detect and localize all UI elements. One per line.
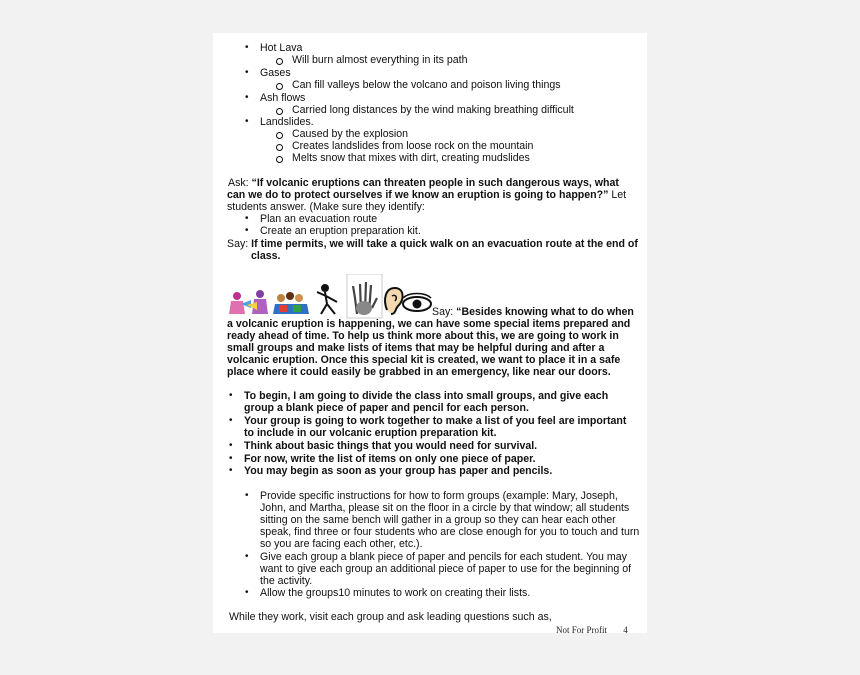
- bold-bullet-line: To begin, I am going to divide the class into small groups, and give each: [244, 390, 609, 402]
- bullet-icon: •: [245, 587, 249, 598]
- bullet-icon: •: [229, 440, 233, 451]
- bullet-icon: •: [245, 213, 249, 224]
- say-besides-line: volcanic eruption. Once this special kit is created, we want to place it in a safe: [227, 354, 621, 366]
- bullet-icon: •: [245, 490, 249, 501]
- instruction-line: John, and Martha, please sit on the floor in a circle by that window; all students: [260, 502, 630, 514]
- bullet-icon: •: [229, 415, 233, 426]
- bold-bullet-line: You may begin as soon as your group has paper and pencils.: [244, 465, 553, 477]
- stretching-person-icon: [317, 285, 337, 314]
- danger-sub: Can fill valleys below the volcano and poison living things: [292, 79, 561, 91]
- danger-ash-flows: Ash flows: [260, 92, 306, 104]
- bullet-icon: •: [245, 92, 249, 103]
- bold-bullet-line: For now, write the list of items on only one piece of paper.: [244, 453, 536, 465]
- say-besides-line1: Say: “Besides knowing what to do when: [432, 306, 634, 318]
- bold-bullet-line: Think about basic things that you would need for survival.: [244, 440, 538, 452]
- bullet-icon: •: [229, 453, 233, 464]
- bullet-icon: •: [245, 225, 249, 236]
- bullet-icon: •: [245, 551, 249, 562]
- eye-icon: [403, 294, 431, 312]
- danger-sub: Creates landslides from loose rock on the mountain: [292, 140, 534, 152]
- bullet-icon: •: [229, 465, 233, 476]
- instruction-line: speak, find three or four students who are close enough for you to touch and turn: [260, 526, 640, 538]
- bold-bullet-line: to include in our volcanic eruption preparation kit.: [244, 427, 497, 439]
- say-besides-line: a volcanic eruption is happening, we can have some special items prepared and: [227, 318, 631, 330]
- circle-bullet-icon: [276, 132, 283, 139]
- circle-bullet-icon: [276, 144, 283, 151]
- ask-item: Plan an evacuation route: [260, 213, 378, 225]
- danger-sub: Carried long distances by the wind making breathing difficult: [292, 104, 574, 116]
- say-besides-line: place where it could easily be grabbed in an emergency, like near our doors.: [227, 366, 611, 378]
- instruction-line: the activity.: [260, 575, 313, 587]
- page-footer: [556, 625, 628, 633]
- bold-bullet-line: group a blank piece of paper and pencil for each person.: [244, 402, 529, 414]
- footer-label: Not For Profit: [556, 625, 608, 633]
- instruction-line: Provide specific instructions for how to form groups (example: Mary, Joseph,: [260, 490, 618, 502]
- document-page: [213, 33, 647, 633]
- circle-bullet-icon: [276, 58, 283, 65]
- say-besides-line: ready ahead of time. To help us think more about this, we are going to work in: [227, 330, 619, 342]
- instruction-line: Allow the groups10 minutes to work on creating their lists.: [260, 587, 531, 599]
- page-number: 4: [623, 625, 628, 633]
- closing-line: While they work, visit each group and ask leading questions such as,: [229, 611, 552, 623]
- instruction-line: Give each group a blank piece of paper and pencils for each student. You may: [260, 551, 627, 563]
- circle-bullet-icon: [276, 156, 283, 163]
- children-group-icon: [273, 292, 309, 314]
- say-paragraph-line2: class.: [251, 250, 281, 262]
- bullet-icon: •: [229, 390, 233, 401]
- ear-icon: [385, 288, 403, 314]
- ask-paragraph-line2: can we do to protect ourselves if we know an eruption is going to happen?” Let: [227, 189, 627, 201]
- circle-bullet-icon: [276, 108, 283, 115]
- ask-item: Create an eruption preparation kit.: [260, 225, 421, 237]
- danger-landslides: Landslides.: [260, 116, 314, 128]
- danger-sub: Caused by the explosion: [292, 128, 409, 140]
- danger-sub: Will burn almost everything in its path: [292, 54, 468, 66]
- danger-gases: Gases: [260, 67, 291, 79]
- instruction-line: sitting on the same bench will gather in a group so they can hear each other: [260, 514, 616, 526]
- bullet-icon: •: [245, 67, 249, 78]
- bullet-icon: •: [245, 42, 249, 53]
- danger-hot-lava: Hot Lava: [260, 42, 303, 54]
- circle-bullet-icon: [276, 83, 283, 90]
- bullet-icon: •: [245, 116, 249, 127]
- ask-paragraph-line3: students answer. (Make sure they identify:: [227, 201, 425, 213]
- activity-icons-strip: [227, 274, 437, 319]
- instruction-line: so you are facing each other, etc.).: [260, 538, 423, 550]
- hand-icon: [347, 274, 382, 318]
- danger-sub: Melts snow that mixes with dirt, creating mudslides: [292, 152, 530, 164]
- bold-bullet-line: Your group is going to work together to make a list of you feel are important: [244, 415, 627, 427]
- ask-paragraph-line1: Ask: “If volcanic eruptions can threaten people in such dangerous ways, what: [228, 177, 619, 189]
- instruction-line: want to give each group an additional piece of paper to use for the beginning of: [260, 563, 632, 575]
- say-besides-line: small groups and make lists of items that may be helpful during and after a: [227, 342, 605, 354]
- say-paragraph-line1: Say: If time permits, we will take a quick walk on an evacuation route at the end of: [227, 238, 638, 250]
- girls-reading-icon: [229, 290, 268, 314]
